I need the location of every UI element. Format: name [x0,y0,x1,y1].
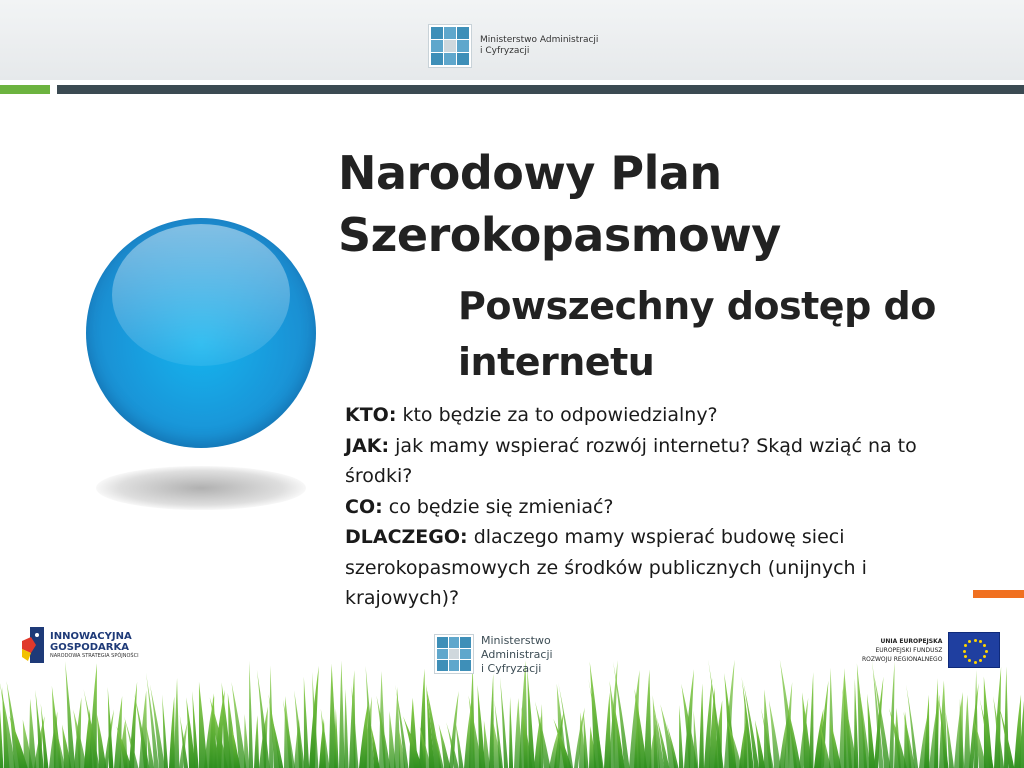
header-logo-line1: Ministerstwo Administracji [480,35,599,45]
eu-line3: ROZWOJU REGIONALNEGO [862,655,943,663]
ig-line2: GOSPODARKA [50,641,129,653]
orange-accent-bar [973,590,1024,598]
ig-line3: NARODOWA STRATEGIA SPÓJNOŚCI [50,652,139,659]
header-logo-line2: i Cyfryzacji [480,46,530,56]
sphere-highlight [112,224,290,366]
sphere-shadow [96,466,306,510]
header-ministry-logo [428,24,598,68]
blue-sphere-graphic [86,218,316,448]
footer-ministry-line1: Ministerstwo [481,634,551,647]
footer-ministry-logo [434,634,553,676]
question-text: jak mamy wspierać rozwój internetu? Skąd wziąć na to środki? [345,434,917,487]
question-item-jak [345,431,955,492]
ministry-logo-icon [428,24,472,68]
eu-line1: UNIA EUROPEJSKA [880,637,943,645]
header-green-bar [0,85,50,94]
question-item-dlaczego [345,522,955,614]
eu-text [862,637,942,664]
question-label: JAK: [345,434,390,457]
footer-ministry-text [481,634,553,676]
question-text: dlaczego mamy wspierać budowę sieci szerokopasmowych ze środków publicznych (unijnych i krajowych)? [345,526,867,609]
ministry-logo-icon [434,634,474,674]
question-item-kto [345,400,955,431]
slide-subtitle: Powszechny dostęp do internetu [458,284,936,384]
question-item-co [345,492,955,523]
question-label: DLACZEGO: [345,526,468,548]
eu-logo [862,632,1000,668]
header-dark-bar [57,85,1024,94]
ig-line1: INNOWACYJNA [50,630,132,642]
footer-ministry-line3: i Cyfryzacji [481,662,542,675]
question-list [345,400,955,614]
question-text: kto będzie za to odpowiedzialny? [402,404,718,426]
innowacyjna-gospodarka-icon [22,627,44,663]
innowacyjna-gospodarka-text [50,631,139,660]
question-text: co będzie się zmieniać? [388,495,614,518]
eu-flag-icon [948,632,1000,668]
question-label: KTO: [345,404,397,426]
innowacyjna-gospodarka-logo [22,627,139,663]
eu-line2: EUROPEJSKI FUNDUSZ [875,646,943,654]
header-logo-text [480,35,598,57]
question-label: CO: [345,495,383,518]
footer-ministry-line2: Administracji [481,648,553,661]
slide-title: Narodowy Plan Szerokopasmowy [338,146,781,262]
